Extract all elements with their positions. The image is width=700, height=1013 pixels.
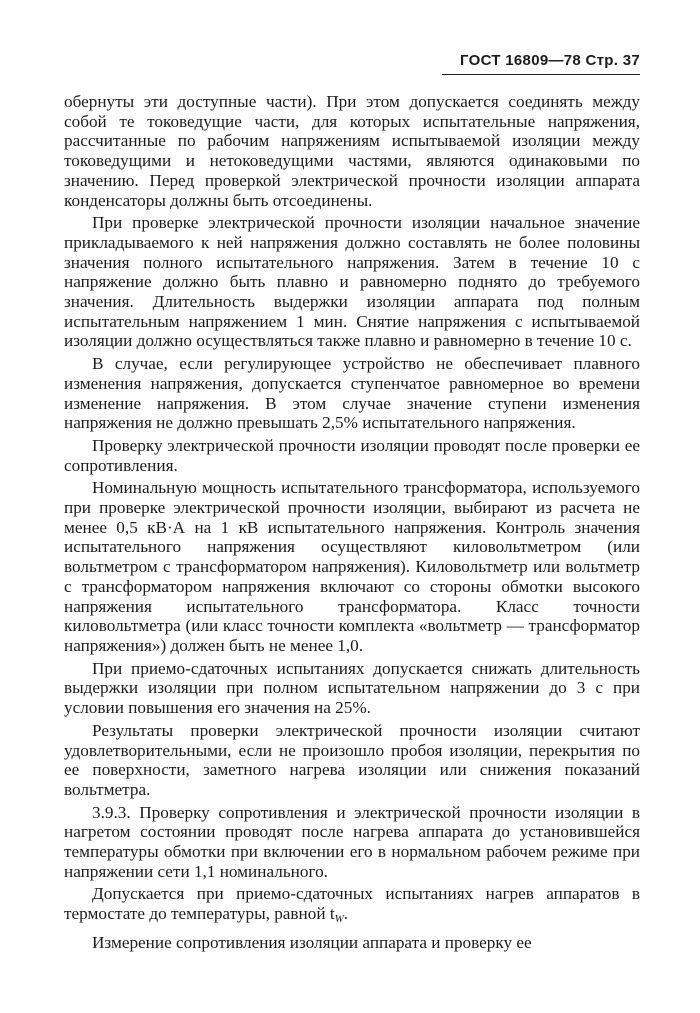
paragraph-8: 3.9.3. Проверку сопротивления и электрической прочности изоляции в нагретом состоянии проводят после нагрева аппарата до установившейся температуры обмотки при включении его в нормальном рабочем режиме при напряжении сети 1,1 номинального. — [64, 802, 640, 881]
paragraph-7: Результаты проверки электрической прочности изоляции считают удовлетворительными, если не произошло пробоя изоляции, перекрытия по ее поверхности, заметного нагрева изоляции или снижения показаний вольтметра. — [64, 720, 640, 799]
paragraph-2: При проверке электрической прочности изоляции начальное значение прикладываемого к ней напряжения должно составлять не более половины значения полного испытательного напряжения. Затем в течение 10 с напряжение должно быть плавно и равномерно поднято до требуемого значения. Длительность выдержки изоляции аппарата под полным испытательным напряжением 1 мин. Снятие напряжения с испытываемой изоляции должно осуществляться также плавно и равномерно в течение 10 с. — [64, 213, 640, 351]
paragraph-1: обернуты эти доступные части). При этом допускается соединять между собой те токоведущие части, для которых испытательные напряжения, рассчитанные по рабочим напряжениям испытываемой изоляции между токоведущими и нетоковедущими частями, являются одинаковыми по значению. Перед проверкой электрической прочности изоляции аппарата конденсаторы должны быть отсоединены. — [64, 92, 640, 210]
paragraph-6: При приемо-сдаточных испытаниях допускается снижать длительность выдержки изоляции при полном испытательном напряжении до 3 с при условии повышения его значения на 25%. — [64, 658, 640, 718]
paragraph-5: Номинальную мощность испытательного трансформатора, используемого при проверке электрической прочности изоляции, выбирают из расчета не менее 0,5 кВ·А на 1 кВ испытательного напряжения. Контроль значения испытательного напряжения осуществляют киловольтметром (или вольтметром с трансформатором напряжения). Киловольтметр или вольтметр с трансформатором напряжения включают со стороны обмотки высокого напряжения испытательного трансформатора. Класс точности киловольтметра (или класс точности комплекта «вольтметр — трансформатор напряжения») должен быть не менее 1,0. — [64, 478, 640, 655]
paragraph-9-tail: . — [343, 904, 349, 924]
running-header: ГОСТ 16809—78 Стр. 37 — [442, 52, 640, 75]
paragraph-9 — [64, 884, 640, 929]
paragraph-3: В случае, если регулирующее устройство не обеспечивает плавного изменения напряжения, допускается ступенчатое равномерное во времени изменение напряжения. В этом случае значение ступени изменения напряжения не должно превышать 2,5% испытательного напряжения. — [64, 354, 640, 433]
paragraph-4: Проверку электрической прочности изоляции проводят после проверки ее сопротивления. — [64, 435, 640, 475]
paragraph-9-text: Допускается при приемо-сдаточных испытаниях нагрев аппаратов в термостате до температуры, равной t — [64, 884, 640, 924]
paragraph-10: Измерение сопротивления изоляции аппарата и проверку ее — [92, 932, 532, 952]
document-page — [64, 52, 640, 953]
temperature-subscript: W — [334, 913, 344, 926]
document-body — [64, 92, 640, 953]
